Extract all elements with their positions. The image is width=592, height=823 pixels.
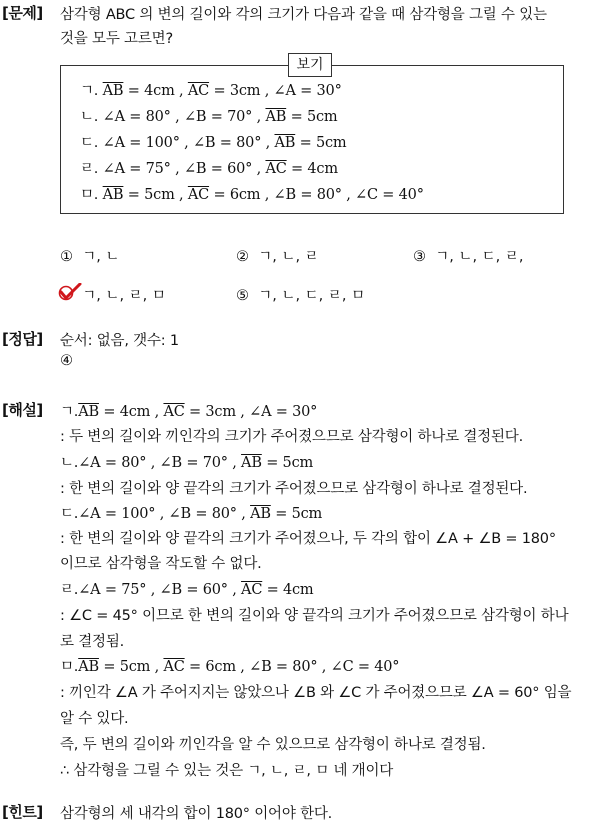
box-item-3 <box>80 131 346 152</box>
segment-ab: $\overline{AB}$ <box>102 187 124 203</box>
segment-ac: $\overline{AC}$ <box>187 83 210 99</box>
answer-tag: [정답] <box>2 330 43 348</box>
explanation-line-5 <box>60 502 322 523</box>
box-item-1-label: ㄱ. <box>80 83 99 99</box>
box-item-3-label: ㄷ. <box>80 135 99 151</box>
explanation-line-11-mid: = 5cm , <box>98 659 164 675</box>
segment-ac: $\overline{AC}$ <box>163 659 185 675</box>
choice-3[interactable] <box>413 245 524 266</box>
box-item-4-text: ∠A = 75° , ∠B = 60° , <box>98 161 266 177</box>
explanation-line-1-mid: = 4cm , <box>98 404 164 420</box>
explanation-line-5-head: ㄷ.∠A = 100° , ∠B = 80° , <box>60 506 251 522</box>
choice-2[interactable] <box>236 245 319 266</box>
problem-tag: [문제] <box>2 4 43 22</box>
box-item-5-text-b: = 6cm , ∠B = 80° , ∠C = 40° <box>209 187 424 203</box>
explanation-line-1-tail: = 3cm , ∠A = 30° <box>184 404 318 420</box>
segment-ac: $\overline{AC}$ <box>265 161 287 177</box>
explanation-line-8-tail: = 4cm <box>262 582 314 598</box>
segment-ab: $\overline{AB}$ <box>241 455 262 471</box>
choice-3-text: ㄱ, ㄴ, ㄷ, ㄹ, <box>435 249 524 265</box>
choice-5-number: ⑤ <box>236 288 249 304</box>
explanation-line-11-tail: = 6cm , ∠B = 80° , ∠C = 40° <box>184 659 400 675</box>
box-item-1-text-b: = 3cm , ∠A = 30° <box>209 83 342 99</box>
box-item-2-text: ∠A = 80° , ∠B = 70° , <box>98 109 266 125</box>
box-item-1-text-a: = 4cm , <box>123 83 188 99</box>
segment-ab: $\overline{AB}$ <box>78 404 99 420</box>
segment-ab: $\overline{AB}$ <box>274 135 296 151</box>
explanation-line-7: 이므로 삼각형을 작도할 수 없다. <box>60 556 262 572</box>
explanation-line-13: 알 수 있다. <box>60 711 129 727</box>
choice-1-text: ㄱ, ㄴ <box>82 249 120 265</box>
explanation-line-11-label: ㅁ. <box>60 659 79 675</box>
explanation-line-14: 즉, 두 변의 길이와 끼인각을 알 수 있으므로 삼각형이 하나로 결정됨. <box>60 737 486 753</box>
explanation-line-12: : 끼인각 ∠A 가 주어지지는 않았으나 ∠B 와 ∠C 가 주어졌으므로 ∠A = 60° 임을 <box>60 685 572 701</box>
answer-value: ④ <box>60 353 73 369</box>
choice-1-number: ① <box>60 249 73 265</box>
problem-line-2: 것을 모두 고르면? <box>60 31 173 47</box>
explanation-line-15: ∴ 삼각형을 그릴 수 있는 것은 ㄱ, ㄴ, ㄹ, ㅁ 네 개이다 <box>60 763 394 779</box>
segment-ac: $\overline{AC}$ <box>241 582 263 598</box>
explanation-line-5-tail: = 5cm <box>270 506 323 522</box>
explanation-line-1-label: ㄱ. <box>60 404 79 420</box>
choice-5[interactable] <box>236 284 365 305</box>
choice-5-text: ㄱ, ㄴ, ㄷ, ㄹ, ㅁ <box>258 288 366 304</box>
hint-tag: [힌트] <box>2 803 43 821</box>
problem-line-1: 삼각형 ABC 의 변의 길이와 각의 크기가 다음과 같을 때 삼각형을 그릴 수 있는 <box>60 7 547 23</box>
explanation-line-9: : ∠C = 45° 이므로 한 변의 길이와 양 끝각의 크기가 주어졌으므로 삼각형이 하나 <box>60 608 569 624</box>
box-item-3-text: ∠A = 100° , ∠B = 80° , <box>98 135 275 151</box>
box-item-1 <box>80 79 342 100</box>
explanation-line-10: 로 결정됨. <box>60 634 125 650</box>
box-item-5 <box>80 183 424 204</box>
example-box-title: 보기 <box>288 53 332 77</box>
explanation-line-8 <box>60 578 313 599</box>
box-item-2 <box>80 105 337 126</box>
segment-ac: $\overline{AC}$ <box>163 404 185 420</box>
explanation-tag: [해설] <box>2 401 43 419</box>
segment-ab: $\overline{AB}$ <box>250 506 271 522</box>
choice-1[interactable] <box>60 245 119 266</box>
box-item-4-tail: = 4cm <box>286 161 338 177</box>
segment-ab: $\overline{AB}$ <box>265 109 287 125</box>
explanation-line-4: : 한 변의 길이와 양 끝각의 크기가 주어졌으므로 삼각형이 하나로 결정된다. <box>60 481 528 497</box>
segment-ab: $\overline{AB}$ <box>102 83 124 99</box>
box-item-2-label: ㄴ. <box>80 109 99 125</box>
explanation-line-3 <box>60 451 313 472</box>
choice-2-text: ㄱ, ㄴ, ㄹ <box>258 249 319 265</box>
choice-3-number: ③ <box>413 249 426 265</box>
hint-text: 삼각형의 세 내각의 합이 180° 이어야 한다. <box>60 806 333 822</box>
box-item-5-text-a: = 5cm , <box>123 187 188 203</box>
box-item-4-label: ㄹ. <box>80 161 99 177</box>
choice-4-text: ㄱ, ㄴ, ㄹ, ㅁ <box>82 288 166 304</box>
explanation-line-6: : 한 변의 길이와 양 끝각의 크기가 주어졌으나, 두 각의 합이 ∠A + ∠B = 180° <box>60 531 556 547</box>
explanation-line-1 <box>60 400 317 421</box>
explanation-line-2: : 두 변의 길이와 끼인각의 크기가 주어졌으므로 삼각형이 하나로 결정된다. <box>60 429 523 445</box>
explanation-line-3-head: ㄴ.∠A = 80° , ∠B = 70° , <box>60 455 242 471</box>
answer-order-count: 순서: 없음, 갯수: 1 <box>60 333 179 349</box>
choice-2-number: ② <box>236 249 249 265</box>
segment-ab: $\overline{AB}$ <box>78 659 99 675</box>
box-item-2-tail: = 5cm <box>286 109 338 125</box>
segment-ac: $\overline{AC}$ <box>187 187 210 203</box>
explanation-line-11 <box>60 655 399 676</box>
box-item-3-tail: = 5cm <box>295 135 347 151</box>
box-item-4 <box>80 157 338 178</box>
box-item-5-label: ㅁ. <box>80 187 99 203</box>
explanation-line-8-head: ㄹ.∠A = 75° , ∠B = 60° , <box>60 582 242 598</box>
red-check-mark-icon <box>58 283 82 301</box>
explanation-line-3-tail: = 5cm <box>261 455 314 471</box>
